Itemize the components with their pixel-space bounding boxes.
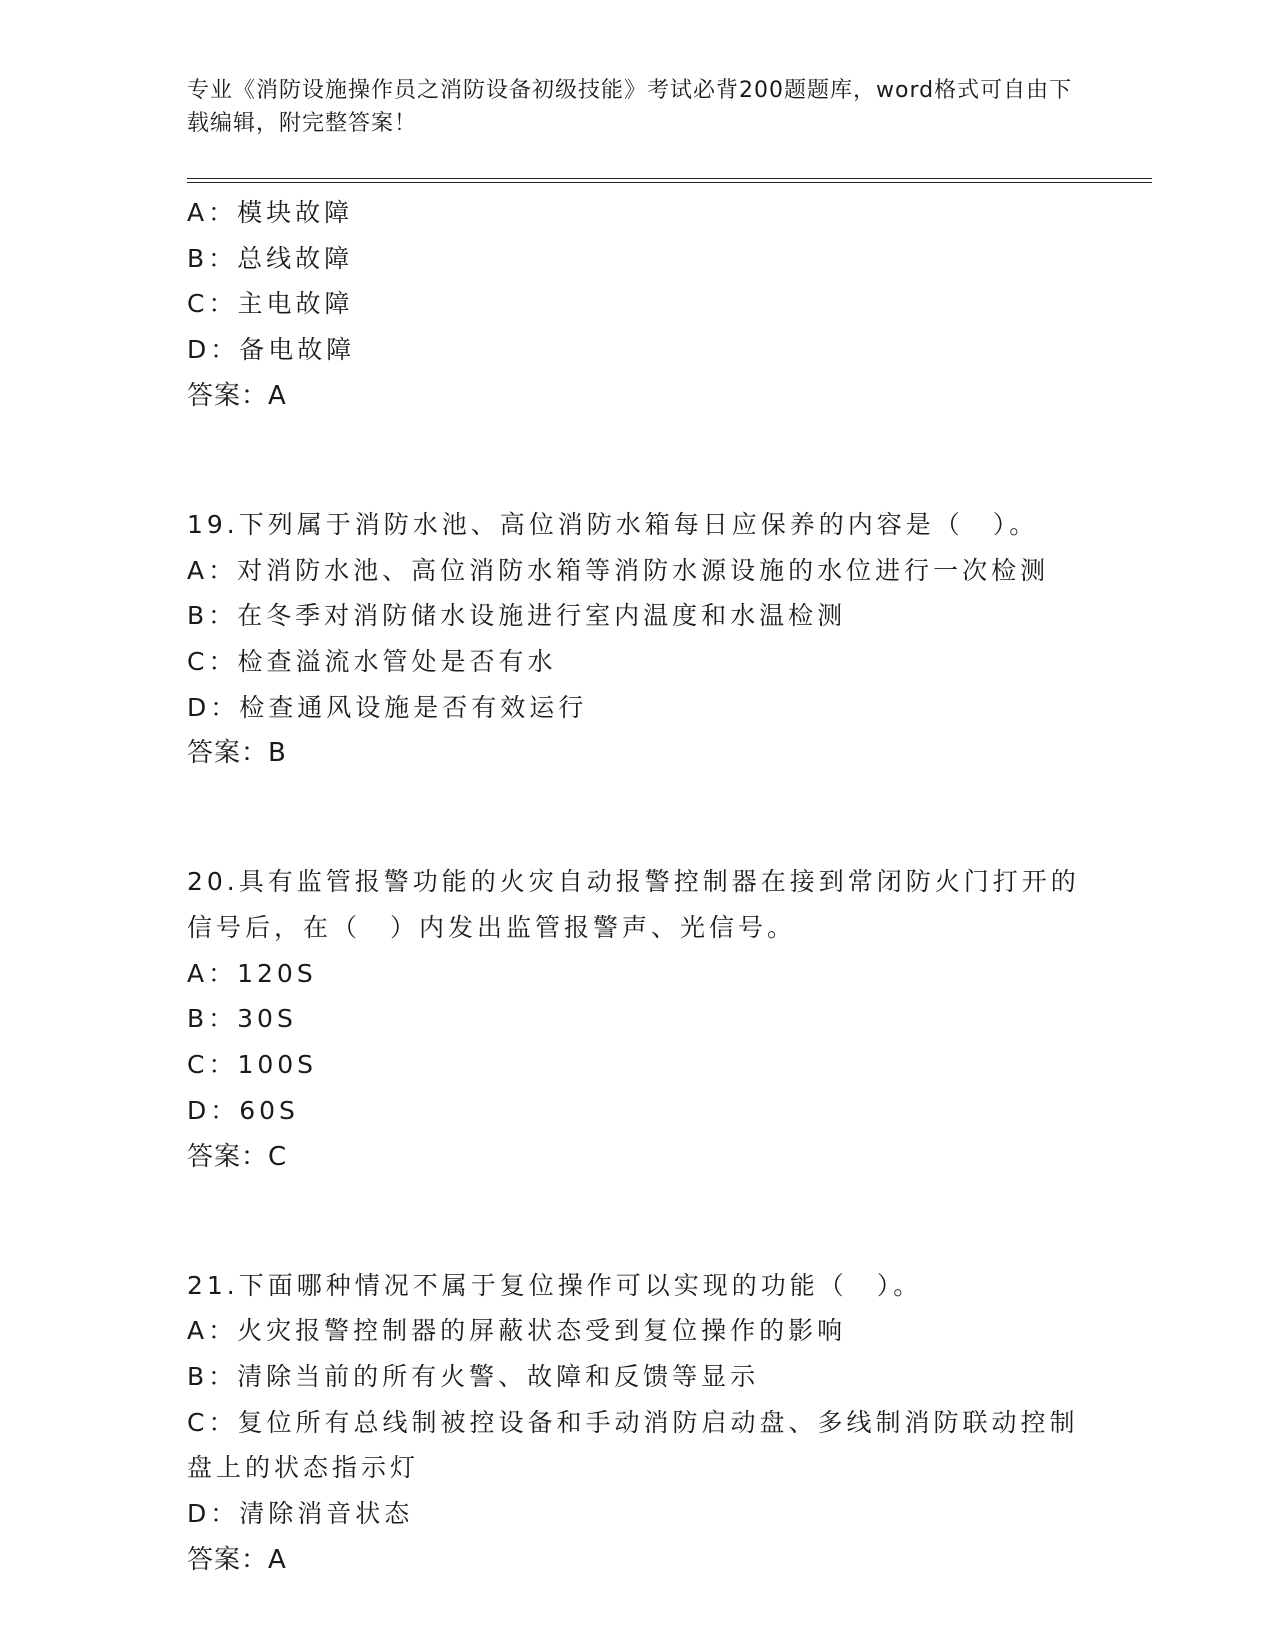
question-text-line-2: 信号后，在（ ）内发出监管报警声、光信号。	[187, 913, 797, 943]
question-18	[187, 190, 1087, 419]
option-c: C：检查溢流水管处是否有水	[187, 646, 557, 676]
option-b: B：在冬季对消防储水设施进行室内温度和水温检测	[187, 601, 847, 631]
spacer	[187, 776, 1087, 859]
header-text: 专业《消防设施操作员之消防设备初级技能》考试必背200题题库，word格式可自由下载编辑，附完整答案！	[187, 78, 1073, 136]
question-text: 21.下面哪种情况不属于复位操作可以实现的功能（ ）。	[187, 1270, 923, 1300]
option-d: D：清除消音状态	[187, 1499, 414, 1529]
option-a: A：120S	[187, 958, 317, 988]
option-a: A：模块故障	[187, 198, 354, 227]
question-19	[187, 502, 1087, 777]
option-b: B：总线故障	[187, 243, 354, 273]
option-d: D：检查通风设施是否有效运行	[187, 692, 588, 722]
option-c: C：复位所有总线制被控设备和手动消防启动盘、多线制消防联动控制	[187, 1407, 1079, 1437]
question-21	[187, 1263, 1087, 1583]
option-b: B：30S	[187, 1004, 297, 1034]
option-d: D：备电故障	[187, 335, 356, 365]
question-list	[187, 190, 1087, 1583]
answer: 答案：B	[187, 738, 287, 769]
option-a: A：火灾报警控制器的屏蔽状态受到复位操作的影响	[187, 1316, 847, 1346]
option-c: C：100S	[187, 1050, 318, 1080]
answer: 答案：C	[187, 1141, 288, 1172]
option-d: D：60S	[187, 1095, 299, 1125]
question-text-line-1: 20.具有监管报警功能的火灾自动报警控制器在接到常闭防火门打开的	[187, 867, 1080, 897]
option-a: A：对消防水池、高位消防水箱等消防水源设施的水位进行一次检测	[187, 555, 1050, 585]
header-divider-top	[187, 178, 1152, 179]
answer: 答案：A	[187, 380, 287, 411]
header-divider-bottom	[187, 182, 1152, 183]
option-b: B：清除当前的所有火警、故障和反馈等显示	[187, 1361, 760, 1391]
answer: 答案：A	[187, 1544, 287, 1575]
document-header	[187, 74, 1087, 140]
question-text: 19.下列属于消防水池、高位消防水箱每日应保养的内容是（ ）。	[187, 509, 1039, 539]
question-20	[187, 859, 1087, 1179]
option-c: C：主电故障	[187, 289, 354, 319]
spacer	[187, 1180, 1087, 1263]
option-c-continued: 盘上的状态指示灯	[187, 1453, 420, 1483]
spacer	[187, 419, 1087, 502]
